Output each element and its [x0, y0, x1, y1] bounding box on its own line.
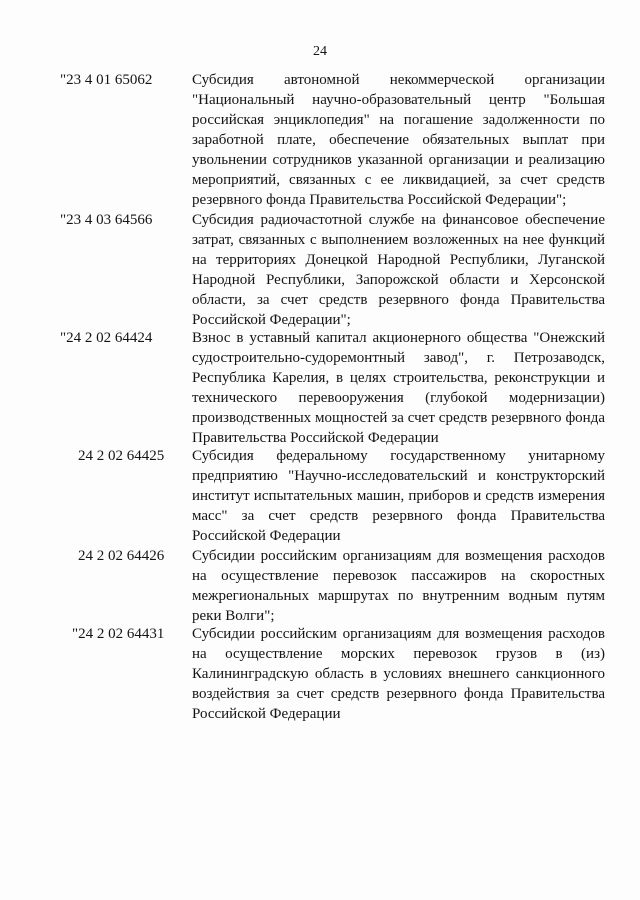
budget-code: "24 2 02 64431	[72, 626, 165, 642]
budget-code: 24 2 02 64425	[78, 448, 165, 464]
entry-description: Взнос в уставный капитал акционерного общества "Онежский судостроительно-судоремонтный завод", г. Петрозаводск, Республика Карелия, в целях строительства, реконструкции и технического перевооружения (глубокой модернизации) производственных мощностей за счет средств резервного фонда Правительства Российской Федерации	[192, 330, 605, 446]
budget-code: "23 4 01 65062	[60, 72, 153, 88]
budget-code: "24 2 02 64424	[60, 330, 153, 346]
entry-description: Субсидия автономной некоммерческой организации "Национальный научно-образовательный центр "Большая российская энциклопедия" на погашение задолженности по заработной плате, обеспечение обязательных выплат при увольнении сотрудников указанной организации и реализацию мероприятий, связанных с ее ликвидацией, за счет средств резервного фонда Правительства Российской Федерации";	[192, 72, 605, 208]
page-number: 24	[313, 44, 327, 59]
entry-description: Субсидия радиочастотной службе на финансовое обеспечение затрат, связанных с выполнением возложенных на нее функций на территориях Донецкой Народной Республики, Луганской Народной Республики, Запорожской области и Херсонской области, за счет средств резервного фонда Правительства Российской Федерации";	[192, 212, 605, 328]
budget-code: "23 4 03 64566	[60, 212, 153, 228]
entry-description: Субсидия федеральному государственному унитарному предприятию "Научно-исследовательский и конструкторский институт испытательных машин, приборов и средств измерения масс" за счет средств резервного фонда Правительства Российской Федерации	[192, 448, 605, 544]
entry-description: Субсидии российским организациям для возмещения расходов на осуществление морских перевозок грузов в (из) Калининградскую область в условиях внешнего санкционного воздействия за счет средств резервного фонда Правительства Российской Федерации	[192, 626, 605, 722]
entry-description: Субсидии российским организациям для возмещения расходов на осуществление перевозок пассажиров на скоростных межрегиональных маршрутах по внутренним водным путям реки Волги";	[192, 548, 605, 624]
budget-code: 24 2 02 64426	[78, 548, 165, 564]
